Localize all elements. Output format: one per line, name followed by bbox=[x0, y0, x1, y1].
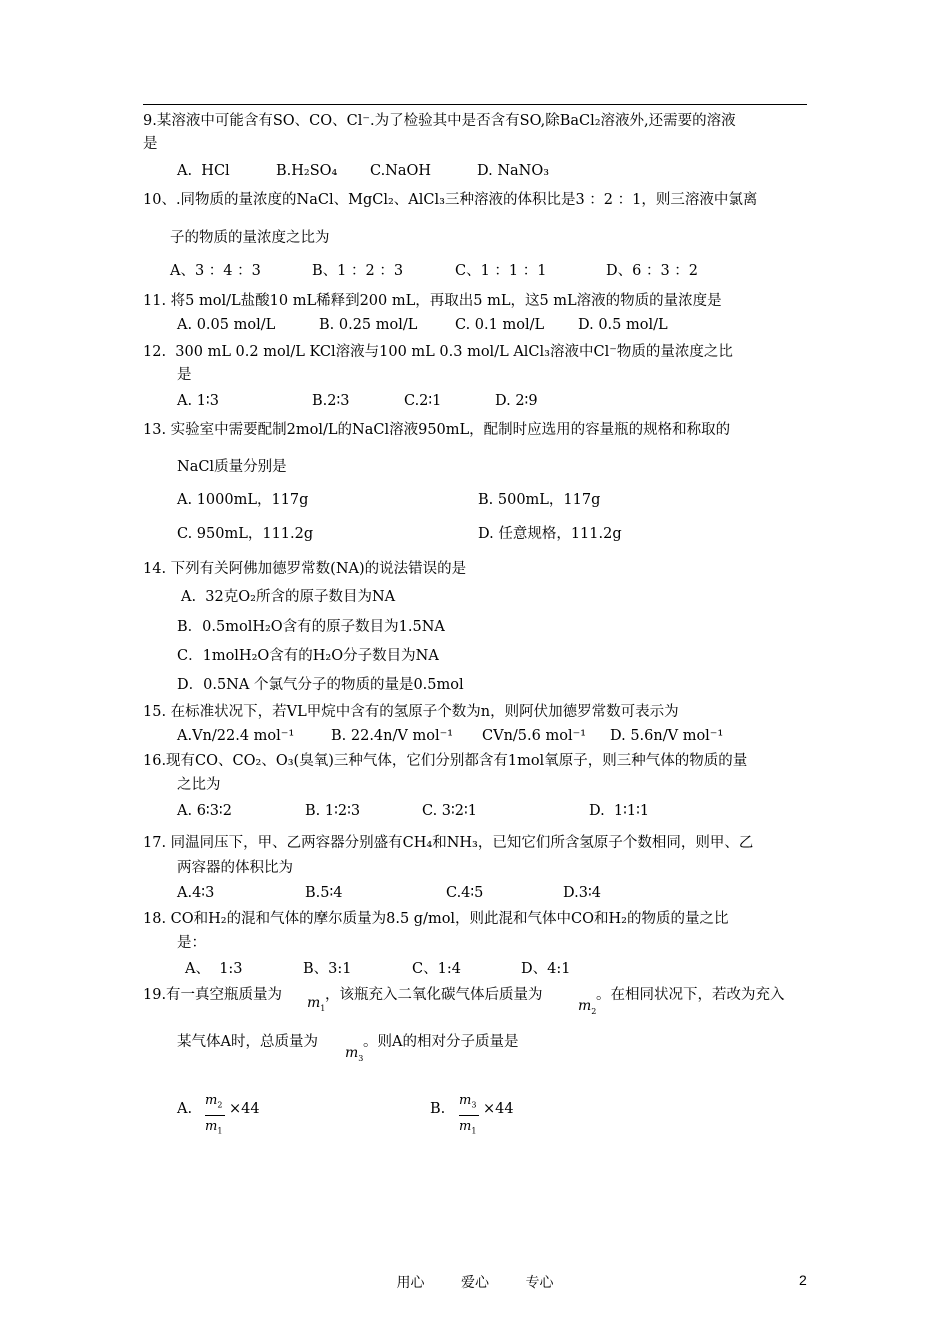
q18-stem-cont: 是： bbox=[177, 935, 206, 951]
q16-option-c: C. 3∶2∶1 bbox=[422, 803, 478, 819]
q9-stem: 9.某溶液中可能含有SO、CO、Cl⁻.为了检验其中是否含有SO,除BaCl₂溶液外,还需要的溶液 bbox=[143, 113, 736, 129]
q16-stem-cont: 之比为 bbox=[177, 777, 221, 793]
q19-stem-line2-part1: 某气体A时，总质量为 bbox=[177, 1034, 318, 1050]
q10-stem: 10、.同物质的量浓度的NaCl、MgCl₂、AlCl₃三种溶液的体积比是3 ：2 ：1，则三溶液中氯离 bbox=[143, 192, 758, 208]
q10-option-d: D、6 ：3 ：2 bbox=[606, 263, 699, 279]
q17-stem-cont: 两容器的体积比为 bbox=[177, 860, 293, 876]
q19-stem-line2-part2: 。则A的相对分子质量是 bbox=[363, 1034, 519, 1050]
q16-option-a: A. 6∶3∶2 bbox=[177, 803, 232, 819]
q19-option-b-fraction: $m_3$ $m_1$ bbox=[459, 1094, 479, 1138]
q19-stem-part3: 。在相同状况下，若改为充入 bbox=[596, 987, 785, 1003]
q19-var-m2: $m_2$ bbox=[578, 998, 597, 1016]
q19-var-m1: $m_1$ bbox=[307, 995, 326, 1013]
q13-option-c: C. 950mL，111.2g bbox=[177, 526, 314, 542]
q12-option-c: C.2∶1 bbox=[404, 393, 442, 409]
q19-var-m3: $m_3$ bbox=[345, 1045, 364, 1063]
q13-stem: 13. 实验室中需要配制2mol/L的NaCl溶液950mL，配制时应选用的容量瓶的规格和称取的 bbox=[143, 422, 731, 438]
q17-option-d: D.3∶4 bbox=[563, 885, 601, 901]
footer-text-2: 爱心 bbox=[461, 1275, 489, 1291]
q10-option-b: B、1 ：2 ：3 bbox=[312, 263, 404, 279]
q14-option-c: C．1molH₂O含有的H₂O分子数目为NA bbox=[177, 648, 439, 664]
q18-option-d: D、4:1 bbox=[521, 961, 571, 977]
q15-option-d: D. 5.6n/V mol⁻¹ bbox=[610, 728, 724, 744]
footer-text-3: 专心 bbox=[525, 1275, 554, 1291]
q12-stem: 12. 300 mL 0.2 mol/L KCl溶液与100 mL 0.3 mol/L AlCl₃溶液中Cl⁻物质的量浓度之比 bbox=[143, 344, 733, 360]
q12-option-a: A. 1∶3 bbox=[177, 393, 219, 409]
q11-stem: 11. 将5 mol/L盐酸10 mL稀释到200 mL，再取出5 mL，这5 mL溶液的物质的量浓度是 bbox=[143, 293, 722, 309]
q12-stem-cont: 是 bbox=[177, 367, 192, 383]
q18-option-a: A、 1:3 bbox=[185, 961, 243, 977]
q15-stem: 15. 在标准状况下，若VL甲烷中含有的氢原子个数为n，则阿伏加德罗常数可表示为 bbox=[143, 704, 679, 720]
q18-stem: 18. CO和H₂的混和气体的摩尔质量为8.5 g/mol，则此混和气体中CO和H₂的物质的量之比 bbox=[143, 911, 729, 927]
q16-option-d: D. 1∶1∶1 bbox=[589, 803, 650, 819]
q19-stem-part2: ，该瓶充入二氧化碳气体后质量为 bbox=[325, 987, 543, 1003]
q15-option-a: A.Vn/22.4 mol⁻¹ bbox=[177, 728, 295, 744]
q19-option-a-label: A. bbox=[177, 1101, 193, 1117]
q14-option-a: A. 32克O₂所含的原子数目为NA bbox=[181, 589, 396, 605]
q18-option-b: B、3:1 bbox=[303, 961, 352, 977]
q16-stem: 16.现有CO、CO₂、O₃(臭氧)三种气体，它们分别都含有1mol氧原子，则三种气体的物质的量 bbox=[143, 753, 748, 769]
q9-option-c: C.NaOH bbox=[370, 163, 432, 179]
q13-option-a: A. 1000mL，117g bbox=[177, 492, 309, 508]
q10-option-a: A、3 ：4 ：3 bbox=[170, 263, 261, 279]
q15-option-c: CVn/5.6 mol⁻¹ bbox=[482, 728, 587, 744]
q19-option-a-fraction: $m_2$ $m_1$ bbox=[205, 1094, 225, 1138]
footer-text-1: 用心 bbox=[396, 1275, 425, 1291]
q14-stem: 14. 下列有关阿佛加德罗常数(NA)的说法错误的是 bbox=[143, 561, 467, 577]
q19-stem-part1: 19.有一真空瓶质量为 bbox=[143, 987, 283, 1003]
q19-option-b-times44: ×44 bbox=[483, 1101, 514, 1117]
q12-option-d: D. 2∶9 bbox=[495, 393, 538, 409]
header-rule bbox=[143, 104, 807, 105]
q9-option-d: D. NaNO₃ bbox=[477, 163, 550, 179]
q10-stem-cont: 子的物质的量浓度之比为 bbox=[170, 230, 330, 246]
q11-option-a: A. 0.05 mol/L bbox=[177, 317, 276, 333]
q14-option-b: B．0.5molH₂O含有的原子数目为1.5NA bbox=[177, 619, 445, 635]
q9-option-a: A. HCl bbox=[177, 163, 230, 179]
q17-option-c: C.4∶5 bbox=[446, 885, 484, 901]
page-footer bbox=[0, 1272, 950, 1292]
q16-option-b: B. 1∶2∶3 bbox=[305, 803, 361, 819]
q11-option-b: B. 0.25 mol/L bbox=[319, 317, 418, 333]
q19-option-b-label: B. bbox=[430, 1101, 446, 1117]
q12-option-b: B.2∶3 bbox=[312, 393, 350, 409]
q17-option-a: A.4∶3 bbox=[177, 885, 215, 901]
q13-stem-cont: NaCl质量分别是 bbox=[177, 459, 287, 475]
q18-option-c: C、1:4 bbox=[412, 961, 461, 977]
q17-stem: 17. 同温同压下，甲、乙两容器分别盛有CH₄和NH₃，已知它们所含氢原子个数相同，则甲、乙 bbox=[143, 835, 754, 851]
q11-option-d: D. 0.5 mol/L bbox=[578, 317, 668, 333]
q9-stem-cont: 是 bbox=[143, 136, 158, 152]
q10-option-c: C、1 ：1 ：1 bbox=[455, 263, 547, 279]
q19-option-a-times44: ×44 bbox=[229, 1101, 260, 1117]
q15-option-b: B. 22.4n/V mol⁻¹ bbox=[331, 728, 454, 744]
q11-option-c: C. 0.1 mol/L bbox=[455, 317, 545, 333]
q14-option-d: D．0.5NA 个氯气分子的物质的量是0.5mol bbox=[177, 677, 464, 693]
page-number: 2 bbox=[799, 1272, 807, 1288]
q13-option-d: D. 任意规格，111.2g bbox=[478, 526, 622, 542]
q13-option-b: B. 500mL，117g bbox=[478, 492, 601, 508]
q9-option-b: B.H₂SO₄ bbox=[276, 163, 338, 179]
q17-option-b: B.5∶4 bbox=[305, 885, 343, 901]
